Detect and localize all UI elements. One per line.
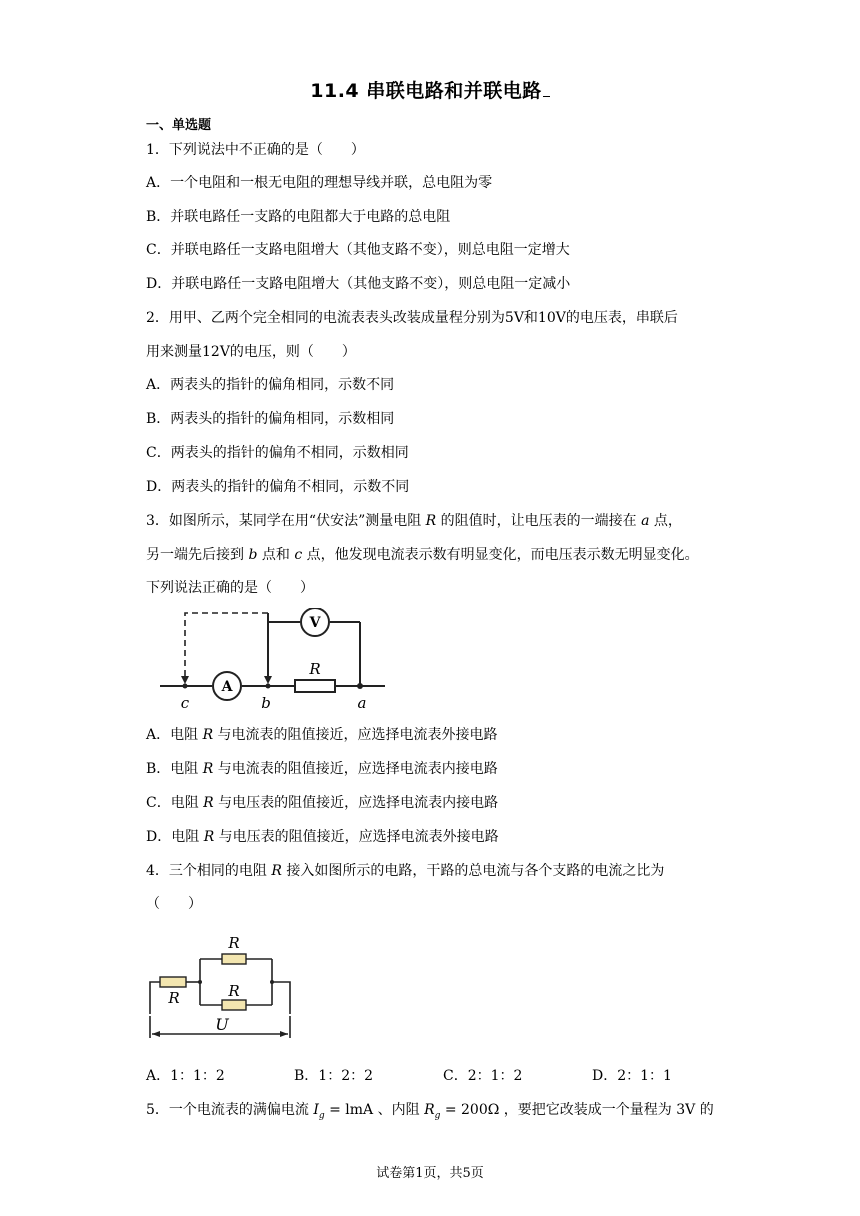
r-top-label: R xyxy=(228,934,240,952)
point-a-label: a xyxy=(357,694,367,712)
r-left-label: R xyxy=(168,989,180,1007)
b-arrow-icon xyxy=(264,676,272,684)
q3-circuit-diagram xyxy=(150,608,400,718)
q3-stem-line1: 3．如图所示，某同学在用“伏安法”测量电阻 R 的阻值时，让电压表的一端接在 a 点， xyxy=(146,513,682,529)
q1-option-d: D．并联电路任一支路电阻增大（其他支路不变），则总电阻一定减小 xyxy=(146,276,571,292)
u-label: U xyxy=(215,1015,229,1034)
q4-option-d: D．2：1：1 xyxy=(592,1068,672,1084)
voltmeter-label: V xyxy=(309,615,321,631)
point-b-label: b xyxy=(261,694,271,712)
q4-option-b: B．1：2：2 xyxy=(294,1068,374,1084)
q3-stem-line2: 另一端先后接到 b 点和 c 点，他发现电流表示数有明显变化，而电压表示数无明显变化。 xyxy=(146,547,699,563)
q3-option-b: B．电阻 R 与电流表的阻值接近，应选择电流表内接电路 xyxy=(146,761,498,777)
q2-stem-line1: 2．用甲、乙两个完全相同的电流表表头改装成量程分别为5V和10V的电压表，串联后 xyxy=(146,310,678,326)
q5-stem: 5．一个电流表的满偏电流 $I_g$ = lmA 、内阻 $R_g = 200\Omega$ ，要把它改装成一个量程为 3V 的 xyxy=(146,1102,714,1121)
c-arrow-icon xyxy=(181,676,189,684)
point-c-label: c xyxy=(180,694,190,712)
q4-stem-line2: （ ） xyxy=(146,896,202,912)
q4-stem-line1: 4．三个相同的电阻 R 接入如图所示的电路，干路的总电流与各个支路的电流之比为 xyxy=(146,863,665,879)
q4-circuit-diagram xyxy=(144,930,304,1048)
q1-stem: 1．下列说法中不正确的是（ ） xyxy=(146,142,365,158)
q3-stem-line3: 下列说法正确的是（ ） xyxy=(146,580,314,596)
q2-option-c: C．两表头的指针的偏角不相同，示数相同 xyxy=(146,445,409,461)
ammeter-label: A xyxy=(221,679,233,695)
page-footer: 试卷第1页，共5页 xyxy=(376,1166,484,1181)
q2-stem-line2: 用来测量12V的电压，则（ ） xyxy=(146,344,356,360)
text-cursor xyxy=(543,95,550,97)
q4-option-a: A．1：1：2 xyxy=(146,1068,225,1084)
section-heading: 一、单选题 xyxy=(146,118,212,133)
q1-option-c: C．并联电路任一支路电阻增大（其他支路不变），则总电阻一定增大 xyxy=(146,242,570,258)
resistor-label: R xyxy=(309,660,321,678)
q1-option-a: A．一个电阻和一根无电阻的理想导线并联，总电阻为零 xyxy=(146,175,493,191)
q3-option-a: A．电阻 R 与电流表的阻值接近，应选择电流表外接电路 xyxy=(146,727,498,743)
resistor-bottom-icon xyxy=(222,1000,246,1010)
q3-option-d: D．电阻 R 与电压表的阻值接近，应选择电流表外接电路 xyxy=(146,829,499,845)
q1-option-b: B．并联电路任一支路的电阻都大于电路的总电阻 xyxy=(146,209,451,225)
q4-option-c: C．2：1：2 xyxy=(443,1068,523,1084)
resistor-left-icon xyxy=(160,977,186,987)
q2-option-d: D．两表头的指针的偏角不相同，示数不同 xyxy=(146,479,410,495)
r-bottom-label: R xyxy=(228,982,240,1000)
q2-option-b: B．两表头的指针的偏角相同，示数相同 xyxy=(146,411,395,427)
q2-option-a: A．两表头的指针的偏角相同，示数不同 xyxy=(146,377,395,393)
title-text: 11.4 串联电路和并联电路 xyxy=(310,80,542,102)
page-title xyxy=(0,76,860,103)
resistor-top-icon xyxy=(222,954,246,964)
q3-option-c: C．电阻 R 与电压表的阻值接近，应选择电流表内接电路 xyxy=(146,795,499,811)
